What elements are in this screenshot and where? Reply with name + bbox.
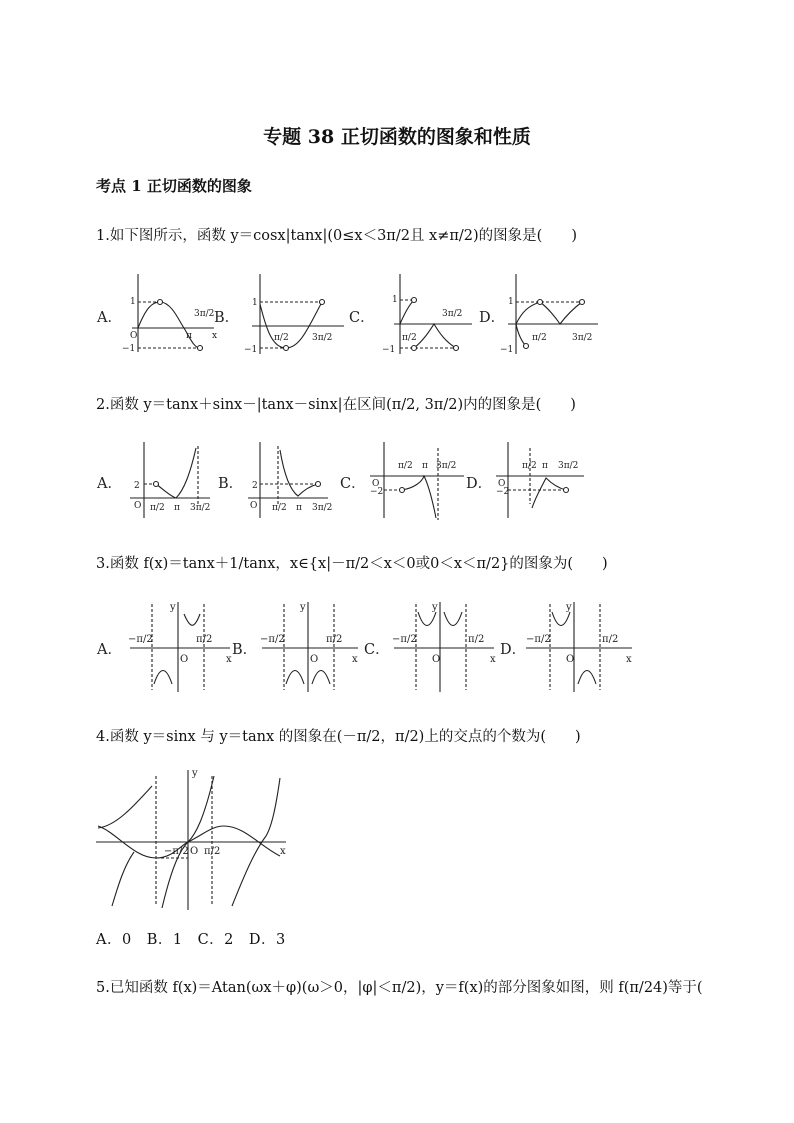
svg-text:π: π	[542, 461, 548, 471]
svg-text:y: y	[566, 602, 572, 613]
question-3: 3.函数 f(x)＝tanx＋1/tanx，x∈{x|－π/2＜x＜0或0＜x＜π/2}的图象为( )	[96, 556, 608, 572]
q2-options-graphs	[94, 438, 614, 522]
svg-text:3π/2: 3π/2	[558, 461, 579, 471]
svg-text:O: O	[310, 654, 319, 665]
svg-text:O: O	[566, 654, 575, 665]
svg-text:O: O	[498, 479, 506, 489]
svg-text:3π/2: 3π/2	[436, 461, 457, 471]
svg-text:3π/2: 3π/2	[190, 503, 211, 513]
svg-text:π/2: π/2	[204, 846, 221, 857]
svg-text:y: y	[300, 602, 306, 613]
q4-graph	[94, 766, 294, 912]
svg-text:C．: C．	[364, 642, 390, 658]
svg-text:π/2: π/2	[272, 503, 287, 513]
svg-text:x: x	[280, 846, 286, 857]
svg-text:−1: −1	[244, 345, 258, 355]
svg-text:y: y	[432, 602, 438, 613]
svg-text:D．: D．	[500, 642, 527, 658]
q1-options-graphs	[94, 268, 614, 358]
svg-text:O: O	[250, 501, 258, 511]
svg-text:π/2: π/2	[602, 634, 619, 645]
svg-text:x: x	[626, 654, 632, 665]
svg-text:O: O	[190, 846, 199, 857]
question-4: 4.函数 y＝sinx 与 y＝tanx 的图象在(－π/2，π/2)上的交点的个数为( )	[96, 729, 581, 745]
q3-options-graphs	[94, 600, 654, 696]
svg-text:π: π	[186, 331, 192, 341]
option-b-label: B．	[214, 310, 240, 326]
svg-text:π: π	[422, 461, 428, 471]
option-c-label: C．	[349, 310, 375, 326]
svg-text:−π/2: −π/2	[526, 634, 551, 645]
svg-text:A．: A．	[97, 476, 122, 492]
option-d-label: D．	[479, 310, 506, 326]
svg-text:3π/2: 3π/2	[194, 309, 215, 319]
svg-text:−π/2: −π/2	[260, 634, 285, 645]
svg-text:2: 2	[134, 481, 140, 491]
svg-text:C．: C．	[340, 476, 366, 492]
svg-text:3π/2: 3π/2	[312, 333, 333, 343]
svg-text:π: π	[174, 503, 180, 513]
q4-choices: A．0 B．1 C．2 D．3	[96, 932, 286, 948]
svg-text:−π/2: −π/2	[128, 634, 153, 645]
svg-text:π/2: π/2	[402, 333, 417, 343]
svg-text:B．: B．	[218, 476, 244, 492]
svg-text:π/2: π/2	[522, 461, 537, 471]
svg-text:−2: −2	[370, 487, 384, 497]
svg-text:π/2: π/2	[274, 333, 289, 343]
section-heading: 考点 1 正切函数的图象	[96, 177, 252, 195]
svg-text:O: O	[180, 654, 189, 665]
question-5: 5.已知函数 f(x)＝Atan(ωx＋φ)(ω＞0，|φ|＜π/2)，y＝f(x)的部分图象如图，则 f(π/24)等于(	[96, 980, 703, 996]
svg-text:π: π	[296, 503, 302, 513]
svg-text:−π/2: −π/2	[164, 846, 189, 857]
svg-text:1: 1	[252, 298, 258, 308]
svg-text:1: 1	[508, 297, 514, 307]
svg-text:−2: −2	[496, 487, 510, 497]
svg-text:−1: −1	[122, 344, 136, 354]
svg-text:O: O	[372, 479, 380, 489]
svg-text:−π/2: −π/2	[392, 634, 417, 645]
page-title: 专题 38 正切函数的图象和性质	[263, 126, 531, 148]
svg-text:O: O	[130, 331, 138, 341]
svg-text:x: x	[212, 331, 218, 341]
svg-text:x: x	[490, 654, 496, 665]
svg-text:π/2: π/2	[196, 634, 213, 645]
svg-text:3π/2: 3π/2	[572, 333, 593, 343]
svg-text:π/2: π/2	[532, 333, 547, 343]
svg-text:π/2: π/2	[326, 634, 343, 645]
svg-text:π/2: π/2	[468, 634, 485, 645]
svg-text:y: y	[192, 768, 198, 779]
svg-text:−1: −1	[382, 345, 396, 355]
svg-text:π/2: π/2	[150, 503, 165, 513]
svg-text:2: 2	[252, 481, 258, 491]
svg-text:D．: D．	[466, 476, 493, 492]
svg-text:x: x	[226, 654, 232, 665]
svg-text:1: 1	[392, 295, 398, 305]
svg-text:1: 1	[130, 297, 136, 307]
question-2: 2.函数 y＝tanx＋sinx－|tanx－sinx|在区间(π/2, 3π/2)内的图象是( )	[96, 397, 576, 413]
svg-text:x: x	[352, 654, 358, 665]
svg-text:−1: −1	[500, 345, 514, 355]
svg-text:3π/2: 3π/2	[442, 309, 463, 319]
svg-text:π/2: π/2	[398, 461, 413, 471]
svg-text:O: O	[134, 501, 142, 511]
svg-text:y: y	[170, 602, 176, 613]
svg-text:A．: A．	[97, 642, 122, 658]
option-a-label: A．	[97, 310, 122, 326]
svg-text:3π/2: 3π/2	[312, 503, 333, 513]
question-1: 1.如下图所示，函数 y＝cosx|tanx|(0≤x＜3π/2且 x≠π/2)的图象是( )	[96, 228, 577, 244]
svg-text:O: O	[432, 654, 441, 665]
svg-text:B．: B．	[232, 642, 258, 658]
